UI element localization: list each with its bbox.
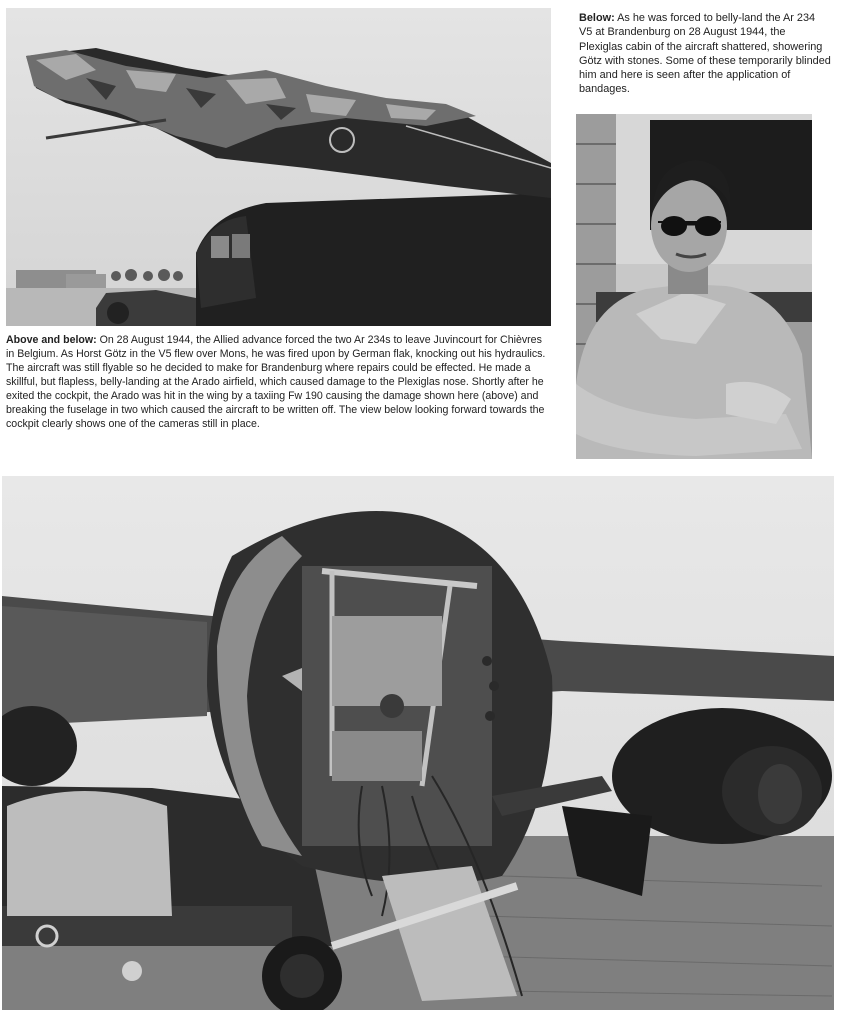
caption-right-lead: Below: [579,12,615,24]
caption-right-text: As he was forced to belly-land the Ar 234 V5 at Brandenburg on 28 August 1944, the Plexiglas cabin of the aircraft shattered, showering Götz with stones. Some of these temporarily blinded him and here is seen after the application of bandages. [579,12,831,96]
caption-main-text: On 28 August 1944, the Allied advance forced the two Ar 234s to leave Juvincourt for Chièvres in Belgium. As Horst Götz in the V5 flew over Mons, he was fired upon by German flak, knocking out his hydraulics. The aircraft was still flyable so he decided to make for Brandenburg where repairs could be effected. He made a skillful, but flapless, belly-landing at the Arado airfield, which caused damage to the Plexiglas nose. Shortly after he exited the cockpit, the Arado was hit in the wing by a taxiing Fw 190 causing the damage shown here (above) and breaking the fuselage in two which caused the aircraft to be written off. The view below looking forward towards the cockpit clearly shows one of the cameras still in place. [6,334,546,430]
photo-damaged-wing [6,8,551,326]
caption-right [579,11,831,97]
photo-portrait-goetz-image [576,114,812,459]
caption-main [6,333,551,431]
photo-broken-cockpit [2,476,834,1010]
photo-damaged-wing-image [6,8,551,326]
photo-broken-cockpit-image [2,476,834,1010]
caption-main-lead: Above and below: [6,334,97,346]
photo-portrait-goetz [576,114,812,459]
